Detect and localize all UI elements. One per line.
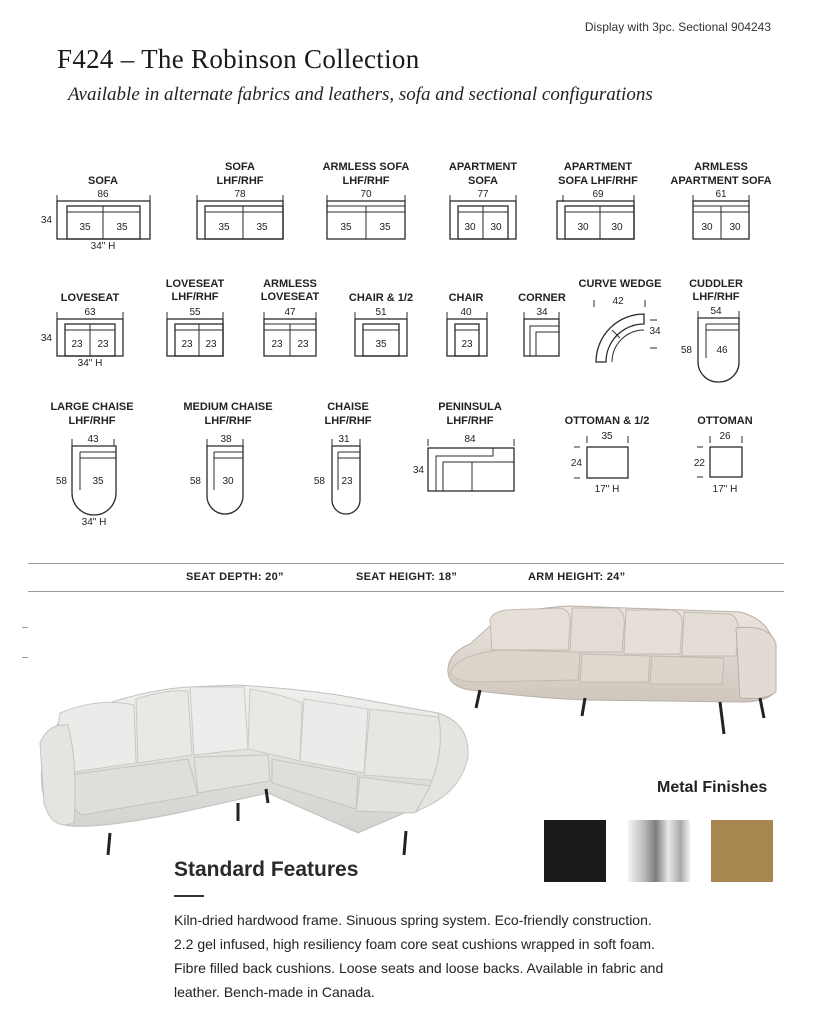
seat-width: 35 [79,222,91,233]
dimension-height: 17" H [594,484,620,495]
arm-height: ARM HEIGHT: 24” [528,571,626,583]
dimension-depth: 58 [55,476,67,487]
dimension-width: 34 [536,307,548,318]
diagram-label: CHAIR & 1/2 [348,292,414,304]
dimension-width: 38 [220,434,232,445]
seat-width: 23 [341,476,353,487]
seat-width: 46 [716,345,728,356]
seat-height: SEAT HEIGHT: 18” [356,571,458,583]
swatch-chrome [628,820,690,882]
dimension-width: 42 [612,296,624,307]
dimension-width: 70 [360,189,372,200]
seat-width: 35 [375,339,387,350]
diagram-label: LHF/RHF [446,415,494,427]
seat-width: 23 [271,339,283,350]
dimension-height: 34" H [77,358,103,369]
diagram-loveseat-lhf-rhf [166,278,225,356]
diagram-label: ARMLESS [694,161,748,173]
diagram-label: LHF/RHF [342,175,390,187]
seat-width: 30 [577,222,589,233]
dimension-width: 31 [338,434,350,445]
dimension-width: 61 [715,189,727,200]
dimension-width: 35 [601,431,613,442]
diagram-label: SOFA LHF/RHF [558,175,638,187]
seat-width: 23 [297,339,309,350]
dimension-depth: 24 [570,458,582,469]
diagram-chair [447,292,487,356]
diagram-chair-and-half [349,292,413,356]
diagram-cuddler [681,278,743,382]
dimension-height: 17" H [712,484,738,495]
page-subtitle: Available in alternate fabrics and leathers, sofa and sectional configurations [68,84,653,105]
dimension-width: 55 [189,307,201,318]
swatch-brass [711,820,773,882]
features-rule [174,895,204,897]
dimension-width: 43 [87,434,99,445]
dimension-width: 40 [460,307,472,318]
dimension-depth: 34 [40,333,52,344]
diagram-corner [518,292,566,356]
dimension-width: 84 [464,434,476,445]
dimension-depth: 58 [680,345,692,356]
dimension-depth: 22 [693,458,705,469]
diagram-medium-chaise [183,401,272,514]
diagram-apartment-sofa [449,161,518,239]
dimension-depth: 58 [313,476,325,487]
seat-width: 35 [256,222,268,233]
page-tick [22,657,28,658]
dimension-width: 86 [97,189,109,200]
seat-width: 23 [181,339,193,350]
dimension-depth: 34 [40,215,52,226]
diagram-label: CUDDLER [689,278,743,290]
diagram-label: SOFA [88,175,118,187]
diagram-label: LHF/RHF [324,415,372,427]
diagram-label: PENINSULA [438,401,502,413]
diagram-label: APARTMENT [563,161,633,173]
dimension-width: 47 [284,307,296,318]
features-body: Kiln-dried hardwood frame. Sinuous spring system. Eco-friendly construction. 2.2 gel infused, high resiliency foam core seat cushions wrapped in soft foam. Fibre filled back cushions. Loose seats and loose backs. Available in fabric and leather. Bench-made in Canada. [174,912,664,1000]
diagram-label: ARMLESS [263,278,317,290]
seat-width: 35 [116,222,128,233]
divider [28,563,784,564]
sectional-sofa-photo-grey [38,683,470,861]
diagram-large-chaise [50,401,133,528]
diagram-curve-wedge [579,278,662,362]
diagram-label: LHF/RHF [216,175,264,187]
seat-width: 30 [464,222,476,233]
diagram-label: CORNER [518,292,566,304]
diagram-label: CHAISE [327,401,369,413]
diagram-label: OTTOMAN & 1/2 [564,415,650,427]
configuration-diagrams [0,140,816,540]
seat-width: 23 [461,339,473,350]
dimension-height: 34" H [81,517,107,528]
seat-width: 35 [92,476,104,487]
diagram-label: LOVESEAT [165,278,225,290]
metal-finishes-title: Metal Finishes [657,779,768,796]
seat-width: 30 [490,222,502,233]
divider [28,591,784,592]
diagram-peninsula [413,401,514,491]
seat-width: 23 [97,339,109,350]
dimension-depth: 34 [649,326,661,337]
diagram-armless-loveseat [261,278,320,356]
diagram-label: CHAIR [448,292,484,304]
diagram-apartment-sofa-lhf-rhf [557,161,638,239]
dimension-width: 77 [477,189,489,200]
diagram-label: APARTMENT SOFA [670,175,772,187]
seat-width: 30 [222,476,234,487]
diagram-sofa-lhf-rhf [197,161,283,239]
diagram-label: LHF/RHF [171,291,219,303]
seat-width: 30 [611,222,623,233]
page-tick [22,627,28,628]
diagram-label: CURVE WEDGE [578,278,662,290]
diagram-armless-sofa [323,161,410,239]
seat-width: 30 [729,222,741,233]
diagram-label: ARMLESS SOFA [322,161,410,173]
dimension-width: 51 [375,307,387,318]
diagram-sofa [41,175,150,252]
dimension-depth: 34 [412,465,424,476]
diagram-label: OTTOMAN [697,415,753,427]
diagram-loveseat [41,292,123,369]
seat-depth: SEAT DEPTH: 20” [186,571,284,583]
seat-width: 30 [701,222,713,233]
seat-width: 23 [205,339,217,350]
dimension-width: 63 [84,307,96,318]
diagram-label: SOFA [225,161,255,173]
diagram-chaise [314,401,372,514]
diagram-label: SOFA [468,175,498,187]
seat-width: 35 [218,222,230,233]
display-note: Display with 3pc. Sectional 904243 [584,20,771,34]
dimension-depth: 58 [189,476,201,487]
seat-width: 35 [340,222,352,233]
diagram-ottoman-and-half [565,415,650,495]
diagram-label: LHF/RHF [204,415,252,427]
seat-width: 35 [379,222,391,233]
dimension-width: 78 [234,189,246,200]
diagram-label: APARTMENT [448,161,518,173]
diagram-ottoman [694,415,753,495]
diagram-label: LARGE CHAISE [50,401,134,413]
sectional-sofa-photo-beige [440,598,785,740]
diagram-label: LOVESEAT [260,291,320,303]
swatch-black [544,820,606,882]
features-title: Standard Features [174,858,359,881]
page-title: F424 – The Robinson Collection [57,44,420,74]
dimension-width: 26 [719,431,731,442]
seat-width: 23 [71,339,83,350]
dimension-width: 54 [710,306,722,317]
diagram-label: MEDIUM CHAISE [183,401,273,413]
diagram-armless-apartment-sofa [670,161,771,239]
dimension-width: 69 [592,189,604,200]
diagram-label: LHF/RHF [68,415,116,427]
dimension-height: 34" H [90,241,116,252]
diagram-label: LOVESEAT [60,292,120,304]
diagram-label: LHF/RHF [692,291,740,303]
